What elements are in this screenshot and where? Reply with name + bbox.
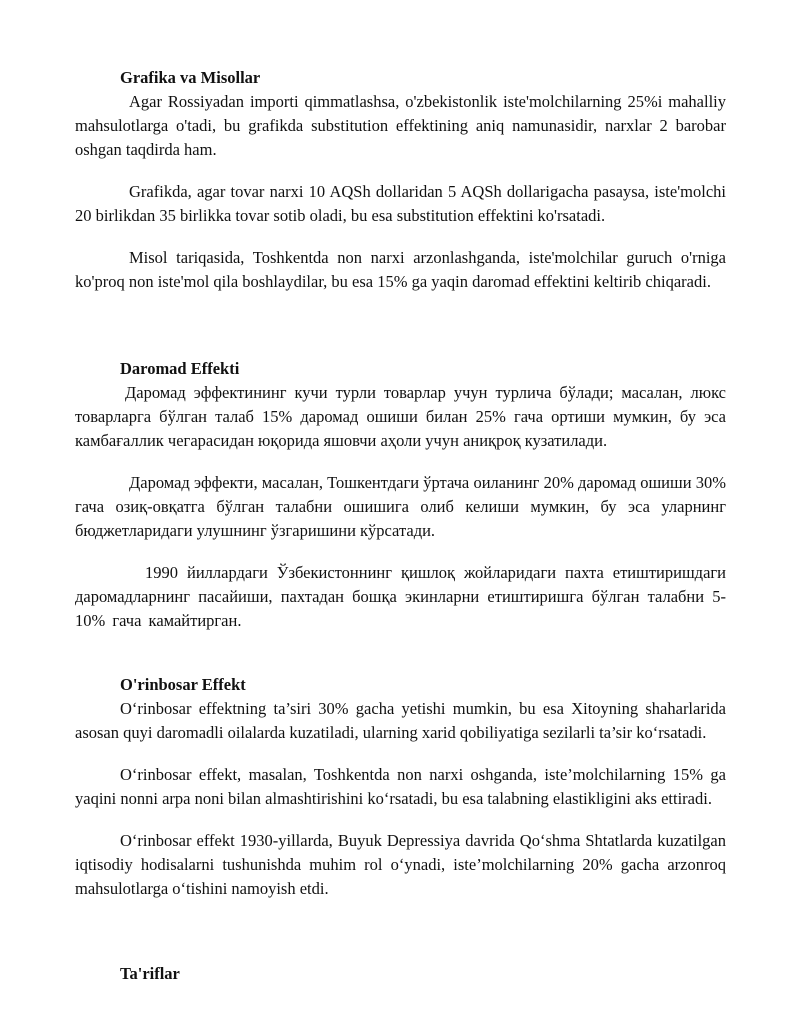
section-daromad-effekti	[75, 357, 726, 633]
section-heading: Grafika va Misollar	[120, 68, 261, 87]
paragraph: Agar Rossiyadan importi qimmatlashsa, o'zbekistonlik iste'molchilarning 25%i mahalliy mahsulotlarga o'tadi, bu grafikda substitution effektining aniq namunasidir, narxlar 2 barobar oshgan taqdirda ham.	[75, 92, 726, 159]
paragraph: 1990 йиллардаги Ўзбекистоннинг қишлоқ жойларидаги пахта етиштиришдаги даромадларнинг пасайиши, пахтадан бошқа экинларни етиштиришга бўлган талабни 5-10% гача камайтирган.	[75, 563, 726, 630]
paragraph: Даромад эффекти, масалан, Тошкентдаги ўртача оиланинг 20% даромад ошиши 30% гача озиқ-овқатга бўлган талабни ошишига олиб келиши мумкин, бу эса уларнинг бюджетларидаги улушнинг ўзгаришини кўрсатади.	[75, 473, 726, 540]
section-heading: O'rinbosar Effekt	[120, 675, 246, 694]
section-grafika-va-misollar	[75, 66, 726, 294]
paragraph: Misol tariqasida, Toshkentda non narxi arzonlashganda, iste'molchilar guruch o'rniga ko'proq non iste'mol qila boshlaydilar, bu esa 15% ga yaqin daromad effektini keltirib chiqaradi.	[75, 248, 726, 291]
section-heading: Daromad Effekti	[120, 359, 240, 378]
paragraph: Даромад эффектининг кучи турли товарлар учун турлича бўлади; масалан, люкс товарларга бўлган талаб 15% даромад ошиши билан 25% гача ортиши мумкин, бу эса камбағаллик чегарасидан юқорида яшовчи аҳоли учун аниқроқ кузатилади.	[75, 383, 726, 450]
section-orinbosar-effekt	[75, 673, 726, 901]
section-heading: Ta'riflar	[120, 964, 180, 983]
paragraph: O‘rinbosar effekt 1930-yillarda, Buyuk Depressiya davrida Qo‘shma Shtatlarda kuzatilgan iqtisodiy hodisalarni tushunishda muhim rol o‘ynadi, iste’molchilarning 20% gacha arzonroq mahsulotlarga o‘tishini namoyish etdi.	[75, 831, 726, 898]
paragraph: Grafikda, agar tovar narxi 10 AQSh dollaridan 5 AQSh dollarigacha pasaysa, iste'molchi 20 birlikdan 35 birlikka tovar sotib oladi, bu esa substitution effektini ko'rsatadi.	[75, 182, 726, 225]
paragraph: O‘rinbosar effektning ta’siri 30% gacha yetishi mumkin, bu esa Xitoyning shaharlarida asosan quyi daromadli oilalarda kuzatiladi, ularning xarid qobiliyatiga sezilarli ta’sir ko‘rsatadi.	[75, 699, 726, 742]
section-tariflar	[75, 962, 726, 986]
paragraph: O‘rinbosar effekt, masalan, Toshkentda non narxi oshganda, iste’molchilarning 15% ga yaqini nonni arpa noni bilan almashtirishini ko‘rsatadi, bu esa talabning elastikligini aks ettiradi.	[75, 765, 726, 808]
